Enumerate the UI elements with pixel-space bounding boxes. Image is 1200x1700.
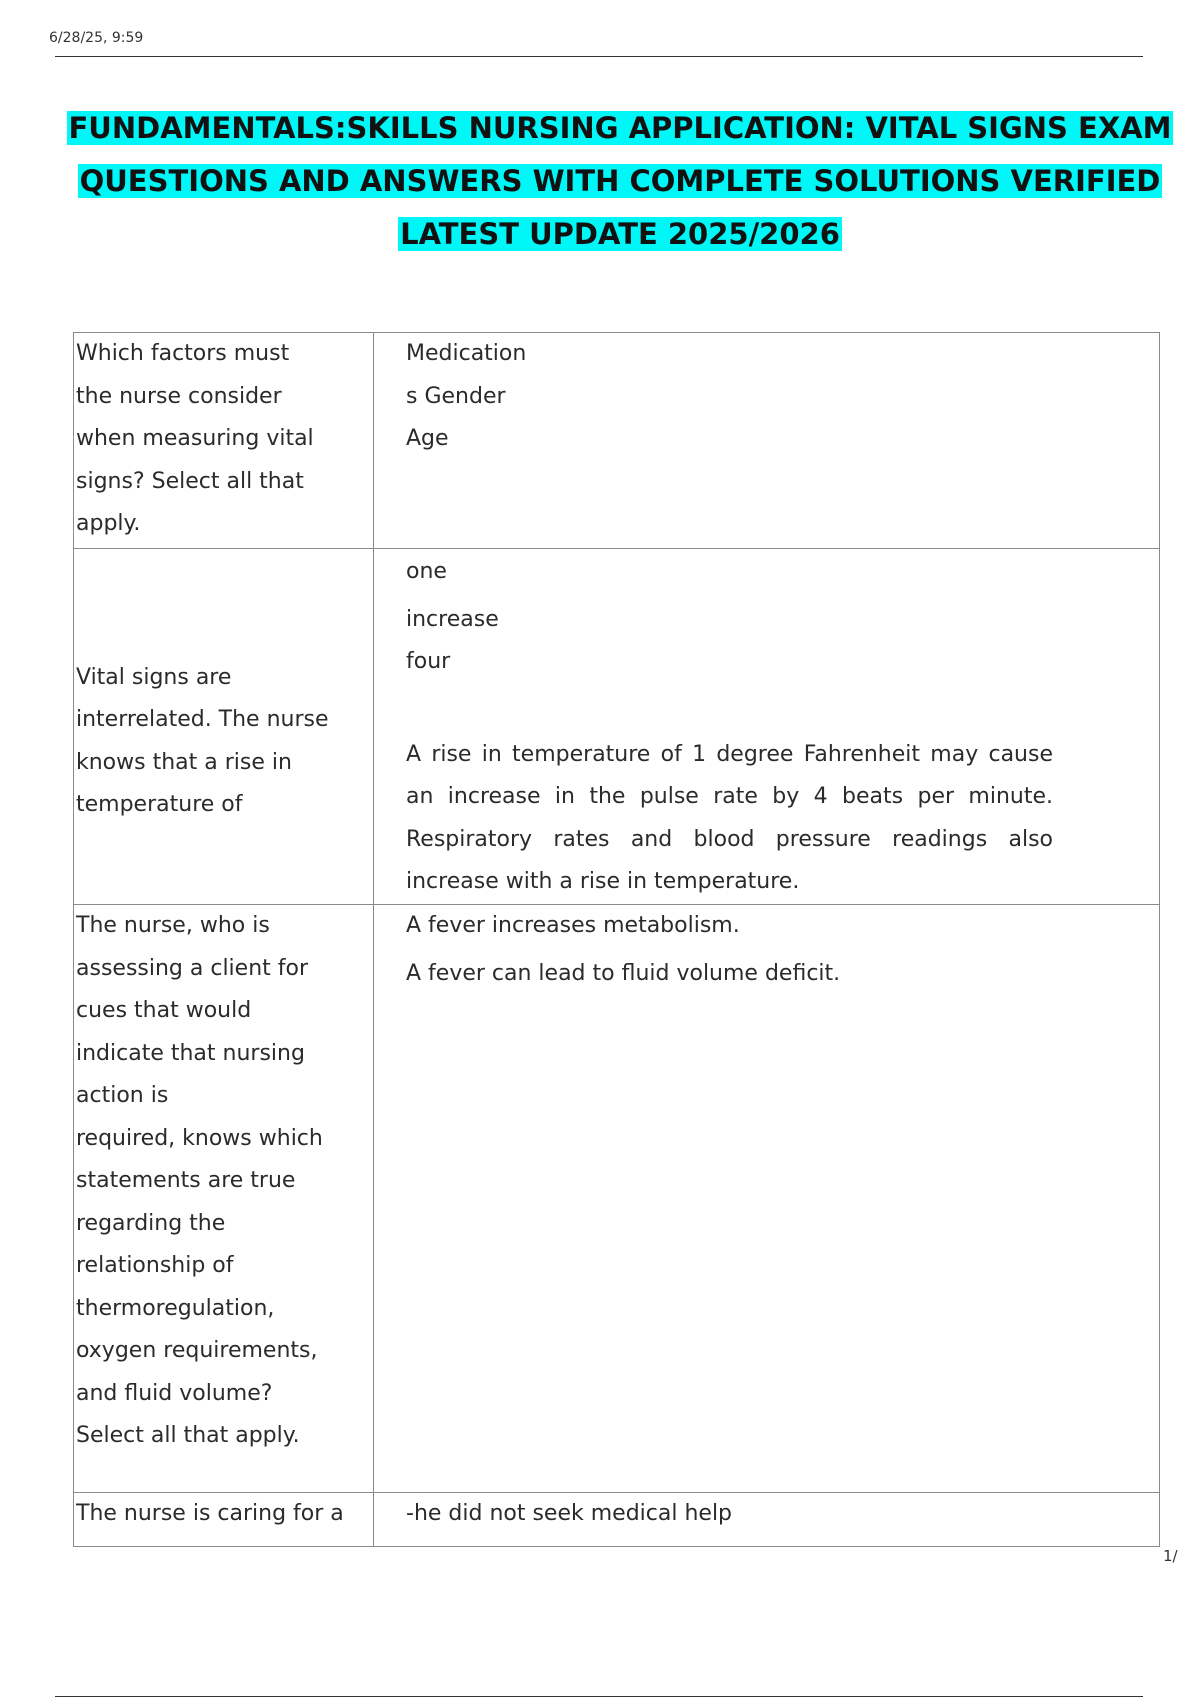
answer-line: increase [406,606,499,632]
footer-divider [55,1696,1143,1697]
question-line: Select all that apply. [76,1423,300,1448]
answer-line: A fever increases metabolism. [406,913,740,938]
question-line: the nurse consider [76,383,282,409]
question-line: The nurse, who is [76,913,270,938]
answer-cell [374,1493,1160,1547]
table-row [74,1493,1160,1547]
table-row [74,333,1160,549]
question-cell [74,1493,374,1547]
question-line: The nurse is caring for a [76,1501,344,1526]
spacer [406,684,1053,734]
question-line: signs? Select all that [76,468,304,494]
question-line: interrelated. The nurse [76,707,329,732]
answer-line: one [406,559,447,584]
question-line: oxygen requirements, [76,1338,318,1363]
question-line: temperature of [76,792,243,817]
question-line: statements are true [76,1168,296,1193]
question-line: regarding the [76,1210,226,1236]
table-row [74,905,1160,1493]
question-line: apply. [76,511,141,536]
answer-cell [374,333,1160,549]
question-line: thermoregulation, [76,1295,275,1321]
document-title [30,102,1200,261]
table-row [74,549,1160,905]
title-line-1: FUNDAMENTALS:SKILLS NURSING APPLICATION: VITAL SIGNS EXAM [68,111,1172,145]
question-line: cues that would [76,998,252,1023]
answer-line: Medication [406,341,527,366]
question-line: Which factors must [76,341,290,366]
page-number: 1/ [1163,1547,1178,1565]
question-cell [74,333,374,549]
question-line: knows that a rise in [76,749,292,775]
qa-table [73,332,1160,1547]
question-line: assessing a client for [76,955,309,981]
answer-cell [374,905,1160,1493]
answer-line: A fever can lead to fluid volume deficit. [406,960,841,986]
answer-line: four [406,649,451,674]
answer-explanation: A rise in temperature of 1 degree Fahrenheit may cause an increase in the pulse rate by 4 beats per minute. Respiratory rates and blood pressure readings also increase with a rise in temperature. [406,741,1053,894]
answer-line: Age [406,426,449,451]
question-line: relationship of [76,1253,234,1278]
question-line: and fluid volume? [76,1380,273,1406]
question-cell [74,905,374,1493]
question-line: action is [76,1083,169,1108]
question-line: required, knows which [76,1125,323,1151]
question-line: indicate that nursing [76,1040,305,1066]
question-cell [74,549,374,905]
answer-line: s Gender [406,383,506,409]
title-line-3: LATEST UPDATE 2025/2026 [400,217,840,251]
title-line-2: QUESTIONS AND ANSWERS WITH COMPLETE SOLUTIONS VERIFIED [79,164,1161,198]
answer-cell [374,549,1160,905]
print-timestamp: 6/28/25, 9:59 [49,30,144,46]
question-line: when measuring vital [76,426,314,451]
question-line: Vital signs are [76,664,232,690]
header-divider [55,56,1143,57]
answer-line: -he did not seek medical help [406,1501,733,1526]
